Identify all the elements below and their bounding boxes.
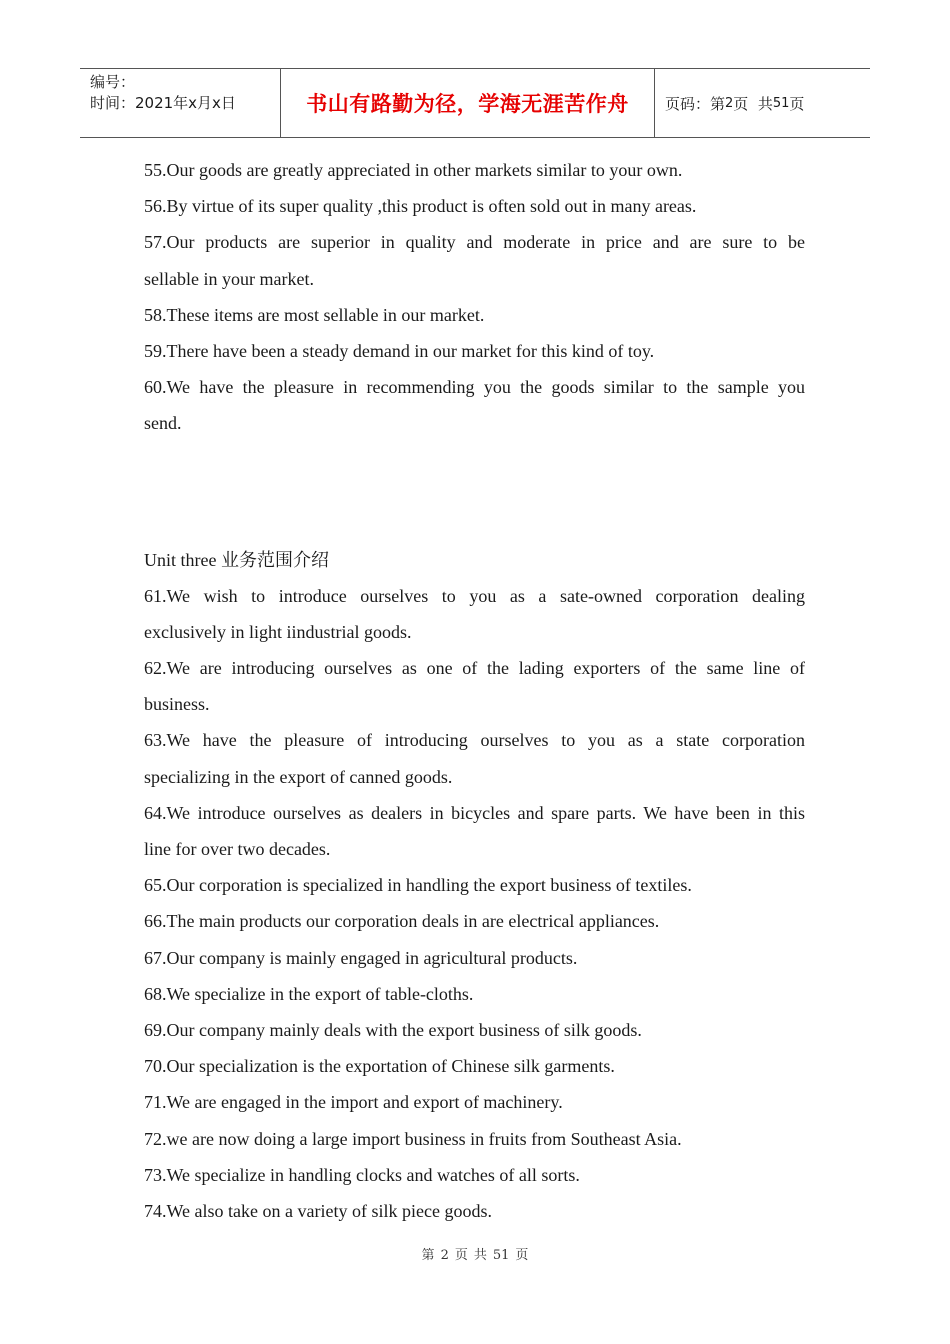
- text-line: 62.We are introducing ourselves as one of the lading exporters of the same line of: [144, 658, 805, 679]
- text-line: 55.Our goods are greatly appreciated in other markets similar to your own.: [144, 160, 683, 180]
- text-line: 71.We are engaged in the import and export of machinery.: [144, 1092, 563, 1113]
- text-line: 67.Our company is mainly engaged in agricultural products.: [144, 947, 578, 968]
- text-line: specializing in the export of canned goods.: [144, 766, 453, 787]
- footer-ye: 页: [454, 1248, 468, 1263]
- text-line: business.: [144, 694, 210, 715]
- section-heading: Unit three 业务范围介绍: [144, 549, 329, 570]
- text-line: 58.These items are most sellable in our market.: [144, 304, 485, 325]
- page-current: 2: [725, 95, 734, 111]
- section-gap: [144, 442, 805, 542]
- document-code-label: 编号：: [90, 73, 136, 91]
- text-line: 63.We have the pleasure of introducing ourselves to you as a state corporation: [144, 730, 805, 751]
- page-footer: [0, 1244, 950, 1263]
- page-header: [80, 68, 870, 138]
- text-line: line for over two decades.: [144, 839, 331, 859]
- text-line: 66.The main products our corporation deals in are electrical appliances.: [144, 911, 660, 932]
- text-line: sellable in your market.: [144, 268, 314, 289]
- header-motto: 书山有路勤为径，学海无涯苦作舟: [281, 69, 655, 137]
- text-line: 72.we are now doing a large import business in fruits from Southeast Asia.: [144, 1128, 682, 1149]
- footer-page: 2: [440, 1248, 449, 1263]
- text-line: 56.By virtue of its super quality ,this product is often sold out in many areas.: [144, 196, 697, 217]
- page-total: 51: [772, 95, 790, 111]
- header-meta: [80, 69, 281, 137]
- document-body: [144, 152, 805, 1229]
- text-line: 73.We specialize in handling clocks and watches of all sorts.: [144, 1164, 580, 1185]
- footer-total: 51: [492, 1248, 510, 1263]
- text-line: 60.We have the pleasure in recommending you the goods similar to the sample you: [144, 377, 805, 398]
- text-line: 64.We introduce ourselves as dealers in bicycles and spare parts. We have been in this: [144, 802, 805, 823]
- text-line: 74.We also take on a variety of silk piece goods.: [144, 1200, 492, 1221]
- footer-gong: 共: [473, 1248, 487, 1263]
- page-prefix: 页码：第: [665, 94, 726, 113]
- document-date: 时间：2021年x月x日: [90, 94, 236, 112]
- page-suffix: 页: [789, 94, 805, 113]
- footer-di: 第: [421, 1248, 435, 1263]
- text-line: send.: [144, 413, 182, 434]
- page-middle: 页 共: [733, 94, 773, 113]
- footer-ye-end: 页: [515, 1248, 529, 1263]
- text-line: 70.Our specialization is the exportation of Chinese silk garments.: [144, 1056, 615, 1077]
- text-line: 69.Our company mainly deals with the export business of silk goods.: [144, 1019, 642, 1040]
- text-line: 65.Our corporation is specialized in handling the export business of textiles.: [144, 875, 692, 896]
- text-line: exclusively in light iindustrial goods.: [144, 621, 412, 642]
- text-line: 59.There have been a steady demand in our market for this kind of toy.: [144, 340, 655, 361]
- text-line: 61.We wish to introduce ourselves to you as a sate-owned corporation dealing: [144, 585, 805, 606]
- text-line: 57.Our products are superior in quality and moderate in price and are sure to be: [144, 232, 805, 253]
- text-line: 68.We specialize in the export of table-cloths.: [144, 983, 474, 1004]
- header-page-number: [655, 69, 870, 137]
